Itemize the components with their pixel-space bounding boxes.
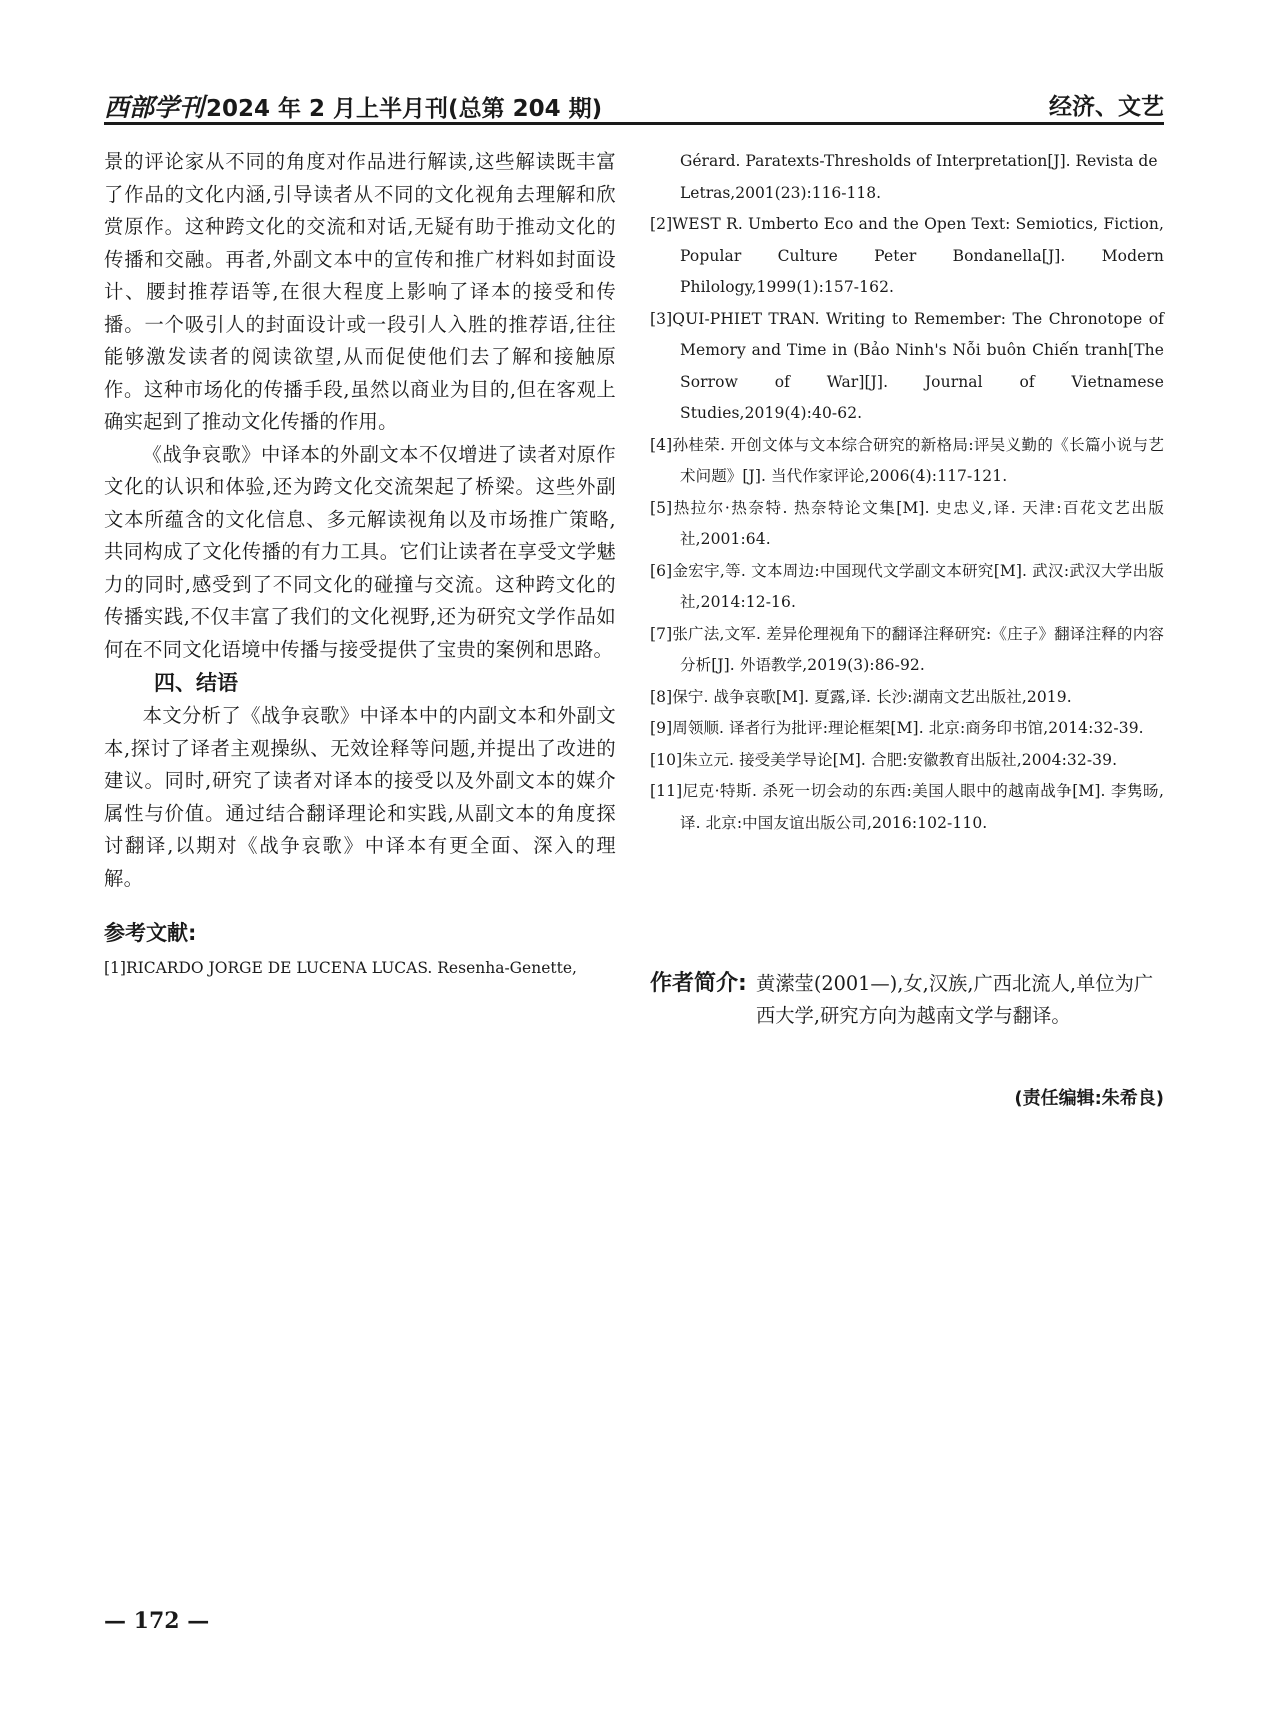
reference-8: [8]保宁. 战争哀歌[M]. 夏露,译. 长沙:湖南文艺出版社,2019. <box>650 687 1072 706</box>
paragraph-1: 景的评论家从不同的角度对作品进行解读,这些解读既丰富了作品的文化内涵,引导读者从不同的文化视角去理解和欣赏原作。这种跨文化的交流和对话,无疑有助于推动文化的传播和交融。再者,外副文本中的宣传和推广材料如封面设计、腰封推荐语等,在很大程度上影响了译本的接受和传播。一个吸引人的封面设计或一段引人入胜的推荐语,往往能够激发读者的阅读欲望,从而促使他们去了解和接触原作。这种市场化的传播手段,虽然以商业为目的,但在客观上确实起到了推动文化传播的作用。 <box>104 150 616 433</box>
author-bio <box>650 968 1164 1032</box>
author-bio-label: 作者简介: <box>650 971 747 996</box>
reference-1-cont-1: Gérard. Paratexts-Thresholds of Interpretation[J]. Revista de <box>680 152 1158 170</box>
reference-6: [6]金宏宇,等. 文本周边:中国现代文学副文本研究[M]. 武汉:武汉大学出版社,2014:12-16. <box>650 561 1164 611</box>
reference-10: [10]朱立元. 接受美学导论[M]. 合肥:安徽教育出版社,2004:32-39. <box>650 750 1118 769</box>
header-rule <box>104 122 1164 125</box>
paragraph-3: 本文分析了《战争哀歌》中译本中的内副文本和外副文本,探讨了译者主观操纵、无效诠释等问题,并提出了改进的建议。同时,研究了读者对译本的接受以及外副文本的媒介属性与价值。通过结合翻译理论和实践,从副文本的角度探讨翻译,以期对《战争哀歌》中译本有更全面、深入的理解。 <box>104 704 616 890</box>
journal-issue-line <box>104 88 602 124</box>
reference-1-cont-2: Letras,2001(23):116-118. <box>680 183 882 202</box>
reference-7: [7]张广法,文军. 差异伦理视角下的翻译注释研究:《庄子》翻译注释的内容分析[J]. 外语教学,2019(3):86-92. <box>650 624 1164 674</box>
reference-11: [11]尼克·特斯. 杀死一切会动的东西:美国人眼中的越南战争[M]. 李隽旸,译. 北京:中国友谊出版公司,2016:102-110. <box>650 782 1164 832</box>
reference-9: [9]周领顺. 译者行为批评:理论框架[M]. 北京:商务印书馆,2014:32-39. <box>650 719 1144 737</box>
section-name: 经济、文艺 <box>1049 94 1164 120</box>
author-bio-text: 黄潆莹(2001—),女,汉族,广西北流人,单位为广西大学,研究方向为越南文学与翻译。 <box>756 972 1154 1027</box>
reference-2: [2]WEST R. Umberto Eco and the Open Text: Semiotics, Fiction, Popular Culture Peter Bondanella[J]. Modern Philology,1999(1):157-162. <box>650 215 1164 296</box>
reference-1: [1]RICARDO JORGE DE LUCENA LUCAS. Resenha-Genette, <box>104 959 577 977</box>
right-column <box>650 146 1164 839</box>
responsible-editor: (责任编辑:朱希良) <box>1014 1088 1164 1109</box>
reference-5: [5]热拉尔·热奈特. 热奈特论文集[M]. 史忠义,译. 天津:百花文艺出版社,2001:64. <box>650 498 1164 548</box>
left-column <box>104 146 616 985</box>
reference-4: [4]孙桂荣. 开创文体与文本综合研究的新格局:评吴义勤的《长篇小说与艺术问题》[J]. 当代作家评论,2006(4):117-121. <box>650 435 1164 485</box>
journal-logo: 西部学刊 <box>104 93 205 122</box>
page-header <box>104 86 1164 120</box>
reference-3: [3]QUI-PHIET TRAN. Writing to Remember: The Chronotope of Memory and Time in (Bảo Ninh's Nỗi buôn Chiến tranh[The Sorrow of War][J]. Journal of Vietnamese Studies,2019(4):40-62. <box>650 309 1164 422</box>
references-title: 参考文献: <box>104 921 197 945</box>
section-heading: 四、结语 <box>154 671 238 695</box>
issue-info: 2024 年 2 月上半月刊(总第 204 期) <box>206 96 603 122</box>
paragraph-2: 《战争哀歌》中译本的外副文本不仅增进了读者对原作文化的认识和体验,还为跨文化交流架起了桥梁。这些外副文本所蕴含的文化信息、多元解读视角以及市场推广策略,共同构成了文化传播的有力工具。它们让读者在享受文学魅力的同时,感受到了不同文化的碰撞与交流。这种跨文化的传播实践,不仅丰富了我们的文化视野,还为研究文学作品如何在不同文化语境中传播与接受提供了宝贵的案例和思路。 <box>104 442 616 661</box>
page-number: — 172 — <box>104 1608 210 1634</box>
